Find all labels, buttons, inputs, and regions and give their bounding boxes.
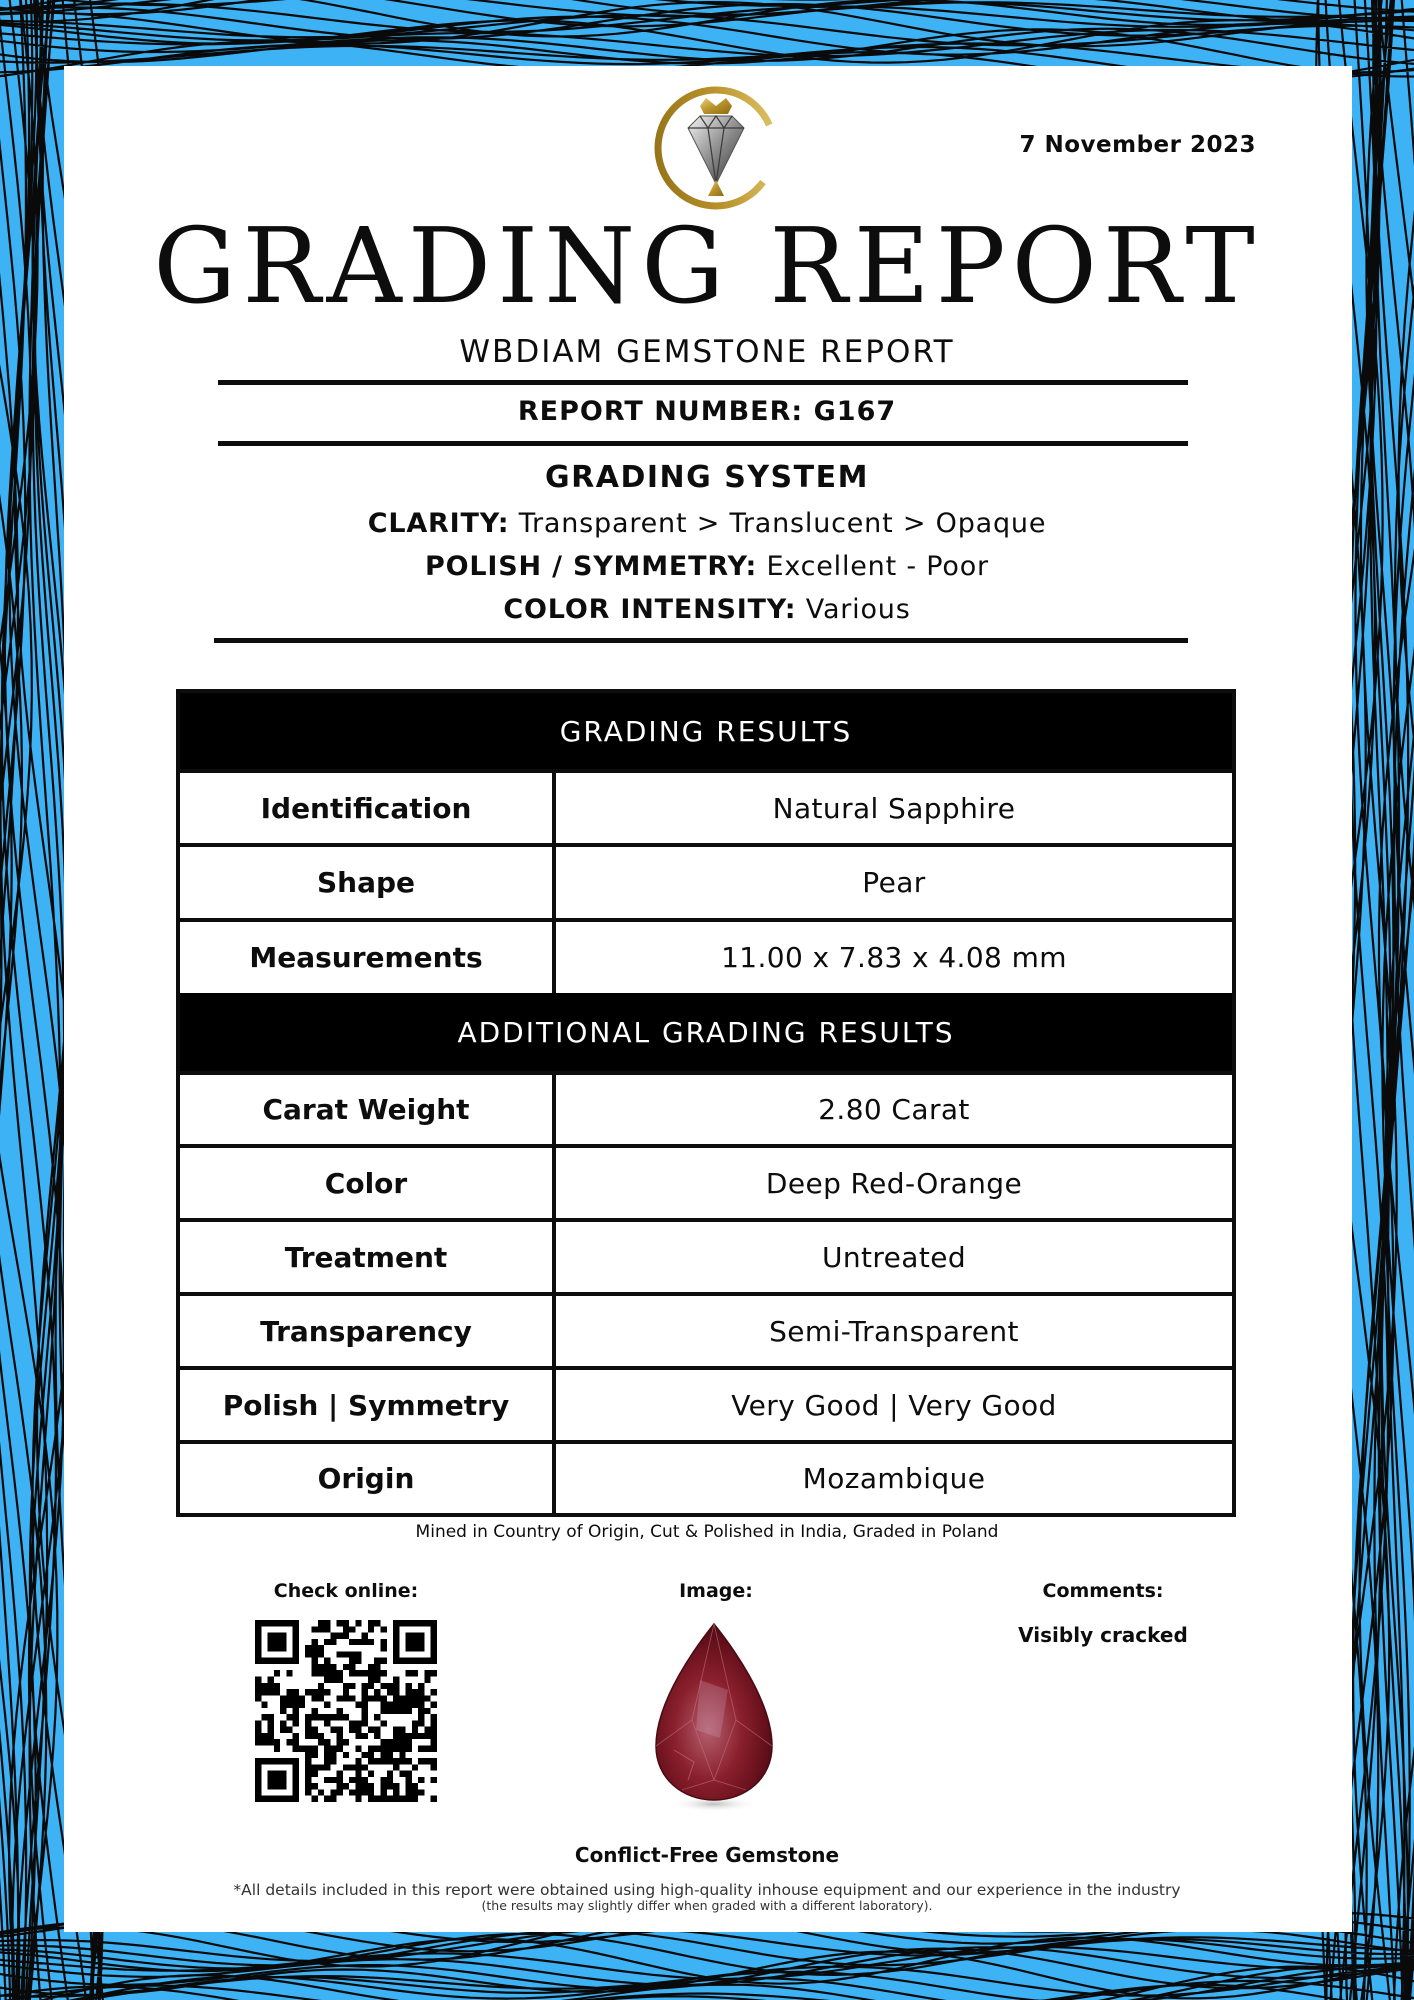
grading-system-row-polish xyxy=(0,551,1414,582)
row-value: Deep Red-Orange xyxy=(765,1166,1023,1200)
row-key: Transparency xyxy=(180,1296,556,1366)
row-value: Very Good | Very Good xyxy=(731,1388,1057,1422)
row-key: Treatment xyxy=(180,1222,556,1292)
row-key: Polish | Symmetry xyxy=(180,1370,556,1440)
divider xyxy=(218,380,1188,385)
grading-system-heading: GRADING SYSTEM xyxy=(545,460,869,495)
table-row xyxy=(180,1292,1232,1366)
grading-system-label: COLOR INTENSITY: xyxy=(503,594,797,625)
table-row xyxy=(180,918,1232,993)
grading-results-table xyxy=(176,689,1236,1517)
disclaimer: *All details included in this report were obtained using high-quality inhouse equipment and our experience in the industry xyxy=(233,1881,1181,1899)
row-value: Natural Sapphire xyxy=(772,791,1016,825)
pear-gemstone-photo xyxy=(652,1620,776,1816)
qr-code[interactable] xyxy=(255,1620,437,1802)
report-number: REPORT NUMBER: G167 xyxy=(517,396,897,427)
comments-value: Visibly cracked xyxy=(1018,1623,1188,1647)
table-row xyxy=(180,1144,1232,1218)
row-key: Shape xyxy=(180,847,556,918)
table-row xyxy=(180,1071,1232,1144)
additional-results-heading: ADDITIONAL GRADING RESULTS xyxy=(180,993,1232,1071)
check-online-label: Check online: xyxy=(273,1580,419,1602)
grading-system-value: Excellent - Poor xyxy=(766,551,989,582)
conflict-free-label: Conflict-Free Gemstone xyxy=(574,1843,840,1867)
grading-system-row-color xyxy=(0,594,1414,625)
row-key: Origin xyxy=(180,1444,556,1513)
row-key: Carat Weight xyxy=(180,1075,556,1144)
divider xyxy=(214,638,1188,643)
row-value: Untreated xyxy=(821,1240,967,1274)
report-subtitle: WBDIAM GEMSTONE REPORT xyxy=(459,334,955,370)
table-row xyxy=(180,1366,1232,1440)
grading-system-value: Transparent > Translucent > Opaque xyxy=(518,508,1047,539)
row-value: 2.80 Carat xyxy=(818,1093,970,1126)
row-value: 11.00 x 7.83 x 4.08 mm xyxy=(721,941,1067,974)
table-row xyxy=(180,843,1232,918)
origin-note: Mined in Country of Origin, Cut & Polished in India, Graded in Poland xyxy=(415,1522,999,1542)
grading-system-label: CLARITY: xyxy=(367,508,510,539)
row-key: Identification xyxy=(180,773,556,843)
report-date: 7 November 2023 xyxy=(1019,132,1256,158)
row-value: Pear xyxy=(862,866,926,899)
table-row xyxy=(180,769,1232,843)
grading-system-label: POLISH / SYMMETRY: xyxy=(425,551,758,582)
diamond-crown-logo xyxy=(654,84,778,212)
row-value: Mozambique xyxy=(802,1462,986,1495)
grading-results-heading: GRADING RESULTS xyxy=(180,693,1232,769)
grading-system-value: Various xyxy=(805,594,911,625)
divider xyxy=(218,441,1188,446)
image-label: Image: xyxy=(679,1580,753,1602)
comments-label: Comments: xyxy=(1042,1580,1164,1602)
grading-system-row-clarity xyxy=(0,508,1414,539)
page-title: GRADING REPORT xyxy=(153,205,1261,327)
row-key: Measurements xyxy=(180,922,556,993)
row-key: Color xyxy=(180,1148,556,1218)
table-row xyxy=(180,1440,1232,1513)
row-value: Semi-Transparent xyxy=(769,1314,1019,1348)
disclaimer-note: (the results may slightly differ when graded with a different laboratory). xyxy=(481,1898,933,1913)
table-row xyxy=(180,1218,1232,1292)
qr-modules xyxy=(255,1620,437,1802)
